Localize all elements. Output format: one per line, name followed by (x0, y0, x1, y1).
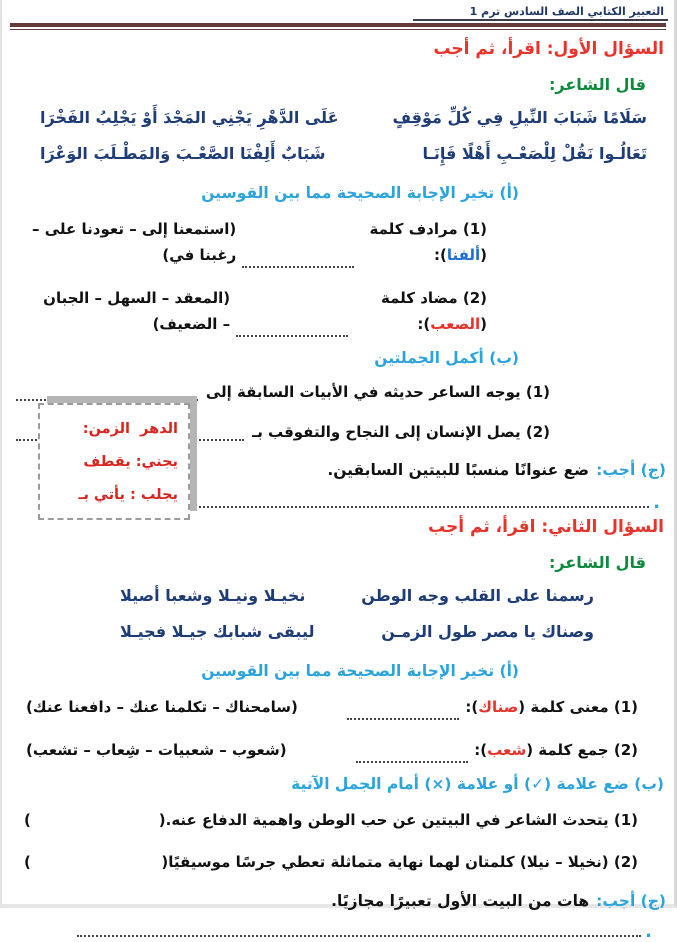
section2-b-statement-2 (24, 848, 638, 876)
closing-paren: ) (24, 853, 31, 871)
answer-blank (236, 323, 348, 337)
answer-blank (347, 706, 459, 720)
glossary-line-yajni: يجني: يقطف (83, 454, 178, 470)
section1-title: السؤال الأول: اقرأ، ثم أجب (433, 39, 664, 59)
keyword-alsaab: الصعب (430, 315, 481, 333)
keyword-shaab: شعب (487, 741, 527, 759)
question-text: (2) جمع كلمة (شعب): (474, 741, 638, 759)
poem-1-verse-2-right: تَعَالُـوا نَقُلْ لِلْصَعْـبِ أَهْلًا فَإِنَـا (422, 144, 647, 163)
section1-poet-intro: قال الشاعر: (549, 75, 646, 94)
poem-2-verse-1-left: نخيـلا ونيـلا وشعبا أصيلا (120, 586, 306, 605)
poem-2-verse-2-right: وصناك يا مصر طول الزمـن (381, 622, 594, 641)
section2-b-statement-1 (24, 806, 638, 834)
section1-b-heading: (ب) أكمل الجملتين (374, 349, 519, 367)
poem-2-verse-2 (120, 614, 594, 650)
glossary-box (38, 403, 190, 520)
section2-c-question (12, 888, 666, 914)
closing-paren: ) (24, 811, 31, 829)
question-text: (1) مرادف كلمة (ألفنا): (369, 220, 487, 264)
period-mark: . (653, 492, 660, 513)
poem-2-verse-1 (120, 578, 594, 614)
section1-a-heading: (أ) تخير الإجابة الصحيحة مما بين القوسين (201, 184, 519, 202)
poem-2-verse-1-right: رسمنا على القلب وجه الوطن (361, 586, 594, 605)
statement-text: (2) (نخيلا – نيلا) كلمتان لهما نهاية متماثلة تعطي جرسًا موسيقيًا( (161, 853, 638, 871)
period-mark: . (645, 921, 652, 942)
section2-c-answer-area (77, 921, 652, 942)
keyword-alfna: ألفنا (446, 246, 481, 264)
section1-c-answer-area (192, 492, 660, 513)
keyword-sunnak: صناك (478, 698, 519, 716)
answer-blank (356, 749, 468, 763)
poem-1-verse-1-right: سَلَامًا شَبَابَ النِّيلِ فِي كُلِّ مَوْقِفٍ (392, 108, 647, 127)
poem-1-verse-1 (40, 100, 647, 136)
question-text: (2) يصل الإنسان إلى النجاح والتفوقب بـ (252, 423, 550, 441)
poem-1-verse-2 (40, 136, 647, 172)
answer-line (16, 387, 198, 401)
question-text: ضع عنوانًا منسبًا للبيتين السابقين. (327, 461, 590, 479)
statement-text: (1) يتحدث الشاعر في البيتين عن حب الوطن واهمية الدفاع عنه.( (158, 811, 638, 829)
section1-a-question-1 (32, 216, 487, 268)
glossary-line-yajlib: يجلب : يأتي بـ (78, 487, 178, 503)
poem-1 (2, 100, 674, 172)
poem-1-verse-2-left: شَبَابٌ أَلِفْنَا الصَّعْـبَ وَالمَطْـلَبَ الوَعْرَا (40, 144, 326, 163)
choices-text: (شعوب – شعبيات – شِعاب – تشعب) (26, 741, 287, 759)
page-header (413, 3, 668, 21)
choices-text: (سامحناك – تكلمنا عنك – دافعنا عنك) (26, 698, 298, 716)
answer-label: (ج) أجب: (596, 892, 666, 910)
answer-line (77, 923, 641, 937)
answer-blank (242, 254, 354, 268)
section2-poet-intro: قال الشاعر: (549, 553, 646, 572)
poem-2 (2, 578, 674, 650)
answer-line (192, 494, 649, 508)
section2-a-question-2 (26, 737, 638, 763)
header-rule (10, 23, 666, 30)
poem-2-verse-2-left: ليبقى شبابك جيـلا فجيـلا (120, 622, 315, 641)
section2-title: السؤال الثاني: اقرأ، ثم أجب (428, 517, 664, 537)
poem-1-verse-1-left: عَلَى الدَّهْرِ يَجْنِي المَجْدَ أَوْ يَجْلِبُ الفَخْرَا (40, 108, 339, 127)
answer-label: (ج) أجب: (596, 461, 666, 479)
section2-a-question-1 (26, 694, 638, 720)
page-header-title: التعبير الكتابي الصف السادس ترم 1 (469, 5, 664, 18)
section2-a-heading: (أ) تخير الإجابة الصحيحة مما بين القوسين (201, 662, 519, 680)
question-text: (1) يوجه الساعر حديثه في الأبيات السابقة إلى (205, 383, 550, 401)
glossary-line-dahr: الدهر الزمن: (82, 421, 178, 437)
choices-text: (المعقد – السهل – الجبان – الضعيف) (43, 289, 231, 333)
section1-a-question-2 (32, 285, 487, 337)
question-text: (2) مضاد كلمة (الصعب): (381, 289, 487, 333)
question-text: هات من البيت الأول تعبيرًا مجازيًا. (331, 892, 590, 910)
section2-b-heading: (ب) ضع علامة (✓) أو علامة (×) أمام الجمل الآتية (291, 775, 664, 793)
question-text: (1) معنى كلمة (صناك): (465, 698, 638, 716)
choices-text: (استمعنا إلى – تعودنا على – رغبنا في) (32, 220, 237, 264)
section1-b-question-1 (12, 379, 550, 405)
